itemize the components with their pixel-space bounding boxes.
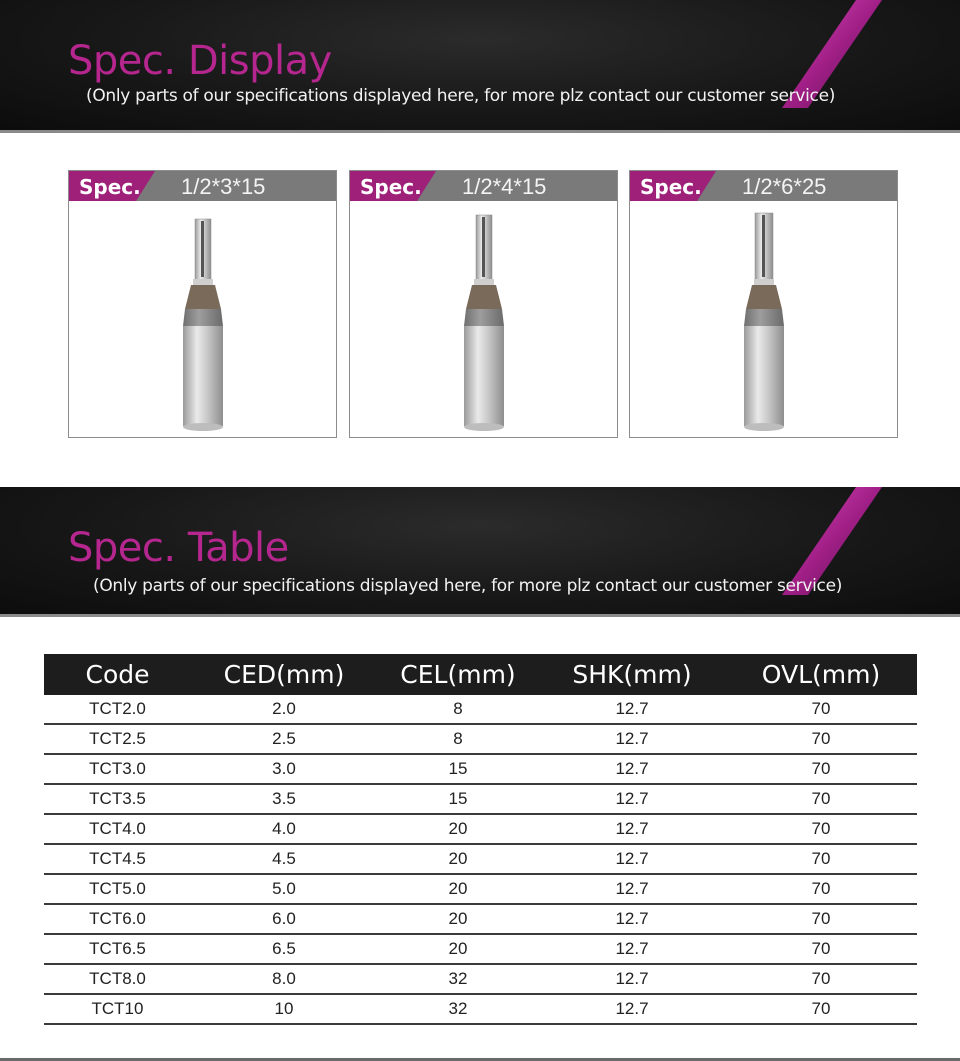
table-row xyxy=(44,904,917,934)
table-cell: 70 xyxy=(725,904,917,934)
table-cell: 12.7 xyxy=(539,904,725,934)
spec-table xyxy=(44,654,917,1025)
table-row xyxy=(44,814,917,844)
table-cell: TCT2.0 xyxy=(44,695,191,724)
table-cell: 12.7 xyxy=(539,754,725,784)
card-spec-label: 1/2*4*15 xyxy=(462,174,547,199)
table-cell: 70 xyxy=(725,814,917,844)
table-cell: 70 xyxy=(725,784,917,814)
table-cell: 4.0 xyxy=(191,814,377,844)
table-cell: TCT5.0 xyxy=(44,874,191,904)
table-cell: 6.5 xyxy=(191,934,377,964)
card-tag-label: Spec. xyxy=(360,175,422,199)
card-tag-label: Spec. xyxy=(640,175,702,199)
section-title: Spec. Display xyxy=(68,38,332,84)
section-title: Spec. Table xyxy=(68,525,289,571)
table-cell: 8 xyxy=(377,695,539,724)
table-cell: 20 xyxy=(377,874,539,904)
table-cell: 12.7 xyxy=(539,724,725,754)
table-cell: 70 xyxy=(725,754,917,784)
table-row xyxy=(44,934,917,964)
table-cell: 70 xyxy=(725,874,917,904)
table-cell: 6.0 xyxy=(191,904,377,934)
table-cell: TCT3.5 xyxy=(44,784,191,814)
table-row xyxy=(44,874,917,904)
table-cell: TCT4.0 xyxy=(44,814,191,844)
table-row xyxy=(44,844,917,874)
spec-display-banner xyxy=(0,0,960,130)
column-header-ced: CED(mm) xyxy=(191,654,377,695)
product-card[interactable] xyxy=(629,170,898,438)
column-header-ovl: OVL(mm) xyxy=(725,654,917,695)
table-cell: TCT6.0 xyxy=(44,904,191,934)
table-cell: 32 xyxy=(377,994,539,1024)
table-cell: 12.7 xyxy=(539,994,725,1024)
divider xyxy=(0,130,960,133)
table-cell: 20 xyxy=(377,904,539,934)
table-cell: TCT4.5 xyxy=(44,844,191,874)
table-header-row xyxy=(44,654,917,695)
table-cell: 15 xyxy=(377,754,539,784)
card-tag-label: Spec. xyxy=(79,175,141,199)
section-subtitle: (Only parts of our specifications displayed here, for more plz contact our customer service) xyxy=(86,86,836,106)
product-cards xyxy=(0,170,960,438)
product-card[interactable] xyxy=(349,170,618,438)
column-header-shk: SHK(mm) xyxy=(539,654,725,695)
table-cell: 10 xyxy=(191,994,377,1024)
table-cell: 12.7 xyxy=(539,874,725,904)
table-cell: TCT10 xyxy=(44,994,191,1024)
table-row xyxy=(44,695,917,724)
table-cell: 12.7 xyxy=(539,814,725,844)
section-subtitle: (Only parts of our specifications displayed here, for more plz contact our customer service) xyxy=(93,576,843,596)
table-cell: 70 xyxy=(725,994,917,1024)
divider xyxy=(0,614,960,617)
table-cell: 12.7 xyxy=(539,964,725,994)
table-body xyxy=(44,695,917,1024)
table-row xyxy=(44,994,917,1024)
table-cell: 2.5 xyxy=(191,724,377,754)
table-cell: 20 xyxy=(377,844,539,874)
router-bit-icon xyxy=(350,201,617,437)
table-cell: TCT8.0 xyxy=(44,964,191,994)
column-header-code: Code xyxy=(44,654,191,695)
table-cell: 12.7 xyxy=(539,695,725,724)
table-cell: 2.0 xyxy=(191,695,377,724)
table-cell: 70 xyxy=(725,844,917,874)
table-row xyxy=(44,964,917,994)
table-cell: 3.0 xyxy=(191,754,377,784)
table-row xyxy=(44,754,917,784)
spec-table-banner xyxy=(0,487,960,617)
column-header-cel: CEL(mm) xyxy=(377,654,539,695)
table-cell: 70 xyxy=(725,724,917,754)
table-cell: TCT6.5 xyxy=(44,934,191,964)
table-cell: 70 xyxy=(725,934,917,964)
table-cell: 8.0 xyxy=(191,964,377,994)
table-cell: TCT2.5 xyxy=(44,724,191,754)
table-cell: TCT3.0 xyxy=(44,754,191,784)
table-row xyxy=(44,724,917,754)
table-cell: 32 xyxy=(377,964,539,994)
table-row xyxy=(44,784,917,814)
table-cell: 12.7 xyxy=(539,784,725,814)
table-cell: 5.0 xyxy=(191,874,377,904)
router-bit-icon xyxy=(69,201,336,437)
product-card[interactable] xyxy=(68,170,337,438)
table-cell: 3.5 xyxy=(191,784,377,814)
table-cell: 12.7 xyxy=(539,844,725,874)
router-bit-icon xyxy=(630,201,897,437)
table-cell: 70 xyxy=(725,695,917,724)
table-cell: 20 xyxy=(377,814,539,844)
table-cell: 15 xyxy=(377,784,539,814)
table-cell: 20 xyxy=(377,934,539,964)
card-spec-label: 1/2*3*15 xyxy=(181,174,266,199)
table-cell: 8 xyxy=(377,724,539,754)
card-spec-label: 1/2*6*25 xyxy=(742,174,827,199)
table-cell: 4.5 xyxy=(191,844,377,874)
table-cell: 12.7 xyxy=(539,934,725,964)
table-cell: 70 xyxy=(725,964,917,994)
